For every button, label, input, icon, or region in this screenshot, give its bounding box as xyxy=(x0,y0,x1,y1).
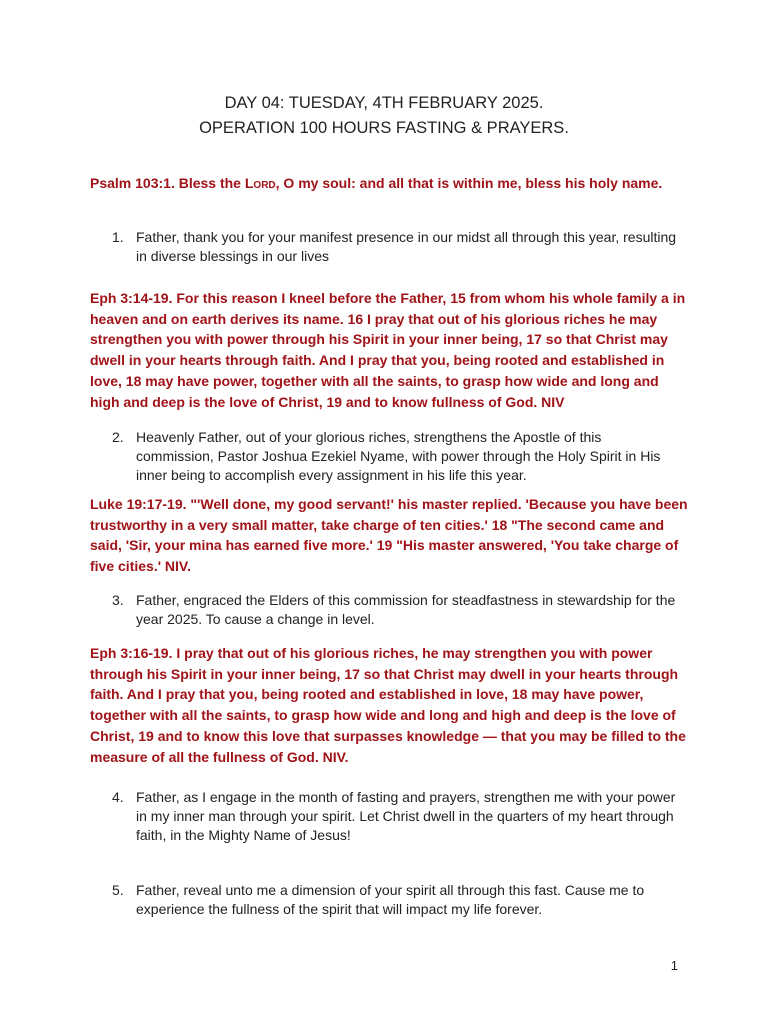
prayer-item-4 xyxy=(112,788,682,845)
prayer-number: 1. xyxy=(112,229,124,245)
prayer-item-1 xyxy=(112,228,682,266)
prayer-text: Heavenly Father, out of your glorious riches, strengthens the Apostle of this commission, Pastor Joshua Ezekiel Nyame, with power through the Holy Spirit in His inner being to accomplish every assignment in his life this year. xyxy=(136,429,661,483)
page-title-day: DAY 04: TUESDAY, 4TH FEBRUARY 2025. xyxy=(224,94,544,112)
prayer-text: Father, engraced the Elders of this commission for steadfastness in stewardship for the year 2025. To cause a change in level. xyxy=(136,592,676,627)
scripture-eph-3-14: Eph 3:14-19. For this reason I kneel before the Father, 15 from whom his whole family a in heaven and on earth derives its name. 16 I pray that out of his glorious riches he may strengthen you with power through his Spirit in your inner being, 17 so that Christ may dwell in your hearts through faith. And I pray that you, being rooted and established in love, 18 may have power, together with all the saints, to grasp how wide and long and high and deep is the love of Christ, 19 and to know fullness of God. NIV xyxy=(90,290,686,410)
scripture-psalm-103 xyxy=(90,173,690,194)
page-title-operation: OPERATION 100 HOURS FASTING & PRAYERS. xyxy=(199,119,569,137)
scripture-psalm-post: , O my soul: and all that is within me, bless his holy name. xyxy=(275,175,663,191)
scripture-eph-3-16: Eph 3:16-19. I pray that out of his glorious riches, he may strengthen you with power through his Spirit in your inner being, 17 so that Christ may dwell in your hearts through faith. And I pray that you, being rooted and established in love, 18 may have power, together with all the saints, to grasp how wide and long and high and deep is the love of Christ, 19 and to know this love that surpasses knowledge — that you may be filled to the measure of all the fullness of God. NIV. xyxy=(90,645,686,765)
prayer-item-5 xyxy=(112,881,682,919)
prayer-number: 5. xyxy=(112,882,124,898)
scripture-psalm-pre: Psalm 103:1. Bless the xyxy=(90,175,245,191)
scripture-luke-19: Luke 19:17-19. "'Well done, my good servant!' his master replied. 'Because you have been trustworthy in a very small matter, take charge of ten cities.' 18 "The second came and said, 'Sir, your mina has earned five more.' 19 "His master answered, 'You take charge of five cities.' NIV. xyxy=(90,496,688,575)
prayer-number: 4. xyxy=(112,789,124,805)
scripture-psalm-lord: Lord xyxy=(244,175,276,191)
prayer-text: Father, reveal unto me a dimension of your spirit all through this fast. Cause me to experience the fullness of the spirit that will impact my life forever. xyxy=(136,882,645,917)
prayer-number: 2. xyxy=(112,429,124,445)
prayer-item-3 xyxy=(112,591,682,629)
prayer-text: Father, thank you for your manifest presence in our midst all through this year, resulting in diverse blessings in our lives xyxy=(136,229,677,264)
page-number: 1 xyxy=(670,958,678,973)
prayer-text: Father, as I engage in the month of fasting and prayers, strengthen me with your power in my inner man through your spirit. Let Christ dwell in the quarters of my heart through faith, in the Mighty Name of Jesus! xyxy=(136,789,676,843)
prayer-item-2 xyxy=(112,428,682,485)
prayer-number: 3. xyxy=(112,592,124,608)
